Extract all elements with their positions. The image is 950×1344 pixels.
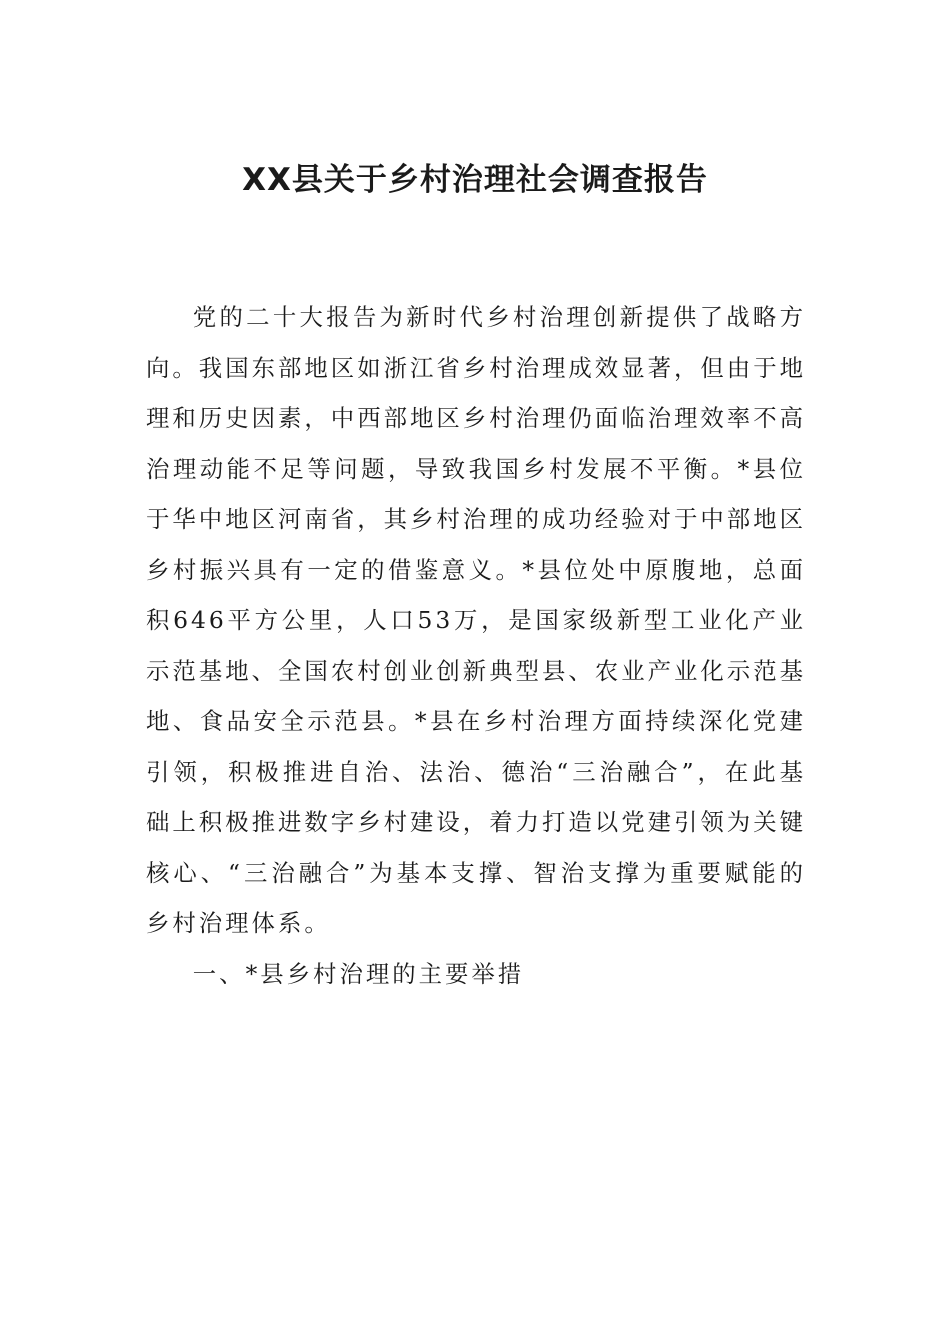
document-title: XX县关于乡村治理社会调查报告 xyxy=(242,162,708,198)
document-body xyxy=(146,292,806,999)
body-paragraph: 党的二十大报告为新时代乡村治理创新提供了战略方向。我国东部地区如浙江省乡村治理成效显著，但由于地理和历史因素，中西部地区乡村治理仍面临治理效率不高治理动能不足等问题，导致我国乡村发展不平衡。*县位于华中地区河南省，其乡村治理的成功经验对于中部地区乡村振兴具有一定的借鉴意义。*县位处中原腹地，总面积646平方公里，人口53万，是国家级新型工业化产业示范基地、全国农村创业创新典型县、农业产业化示范基地、食品安全示范县。*县在乡村治理方面持续深化党建引领，积极推进自治、法治、德治“三治融合”，在此基础上积极推进数字乡村建设，着力打造以党建引领为关键核心、“三治融合”为基本支撑、智治支撑为重要赋能的乡村治理体系。 xyxy=(146,303,806,937)
section-heading: 一、*县乡村治理的主要举措 xyxy=(192,959,525,988)
